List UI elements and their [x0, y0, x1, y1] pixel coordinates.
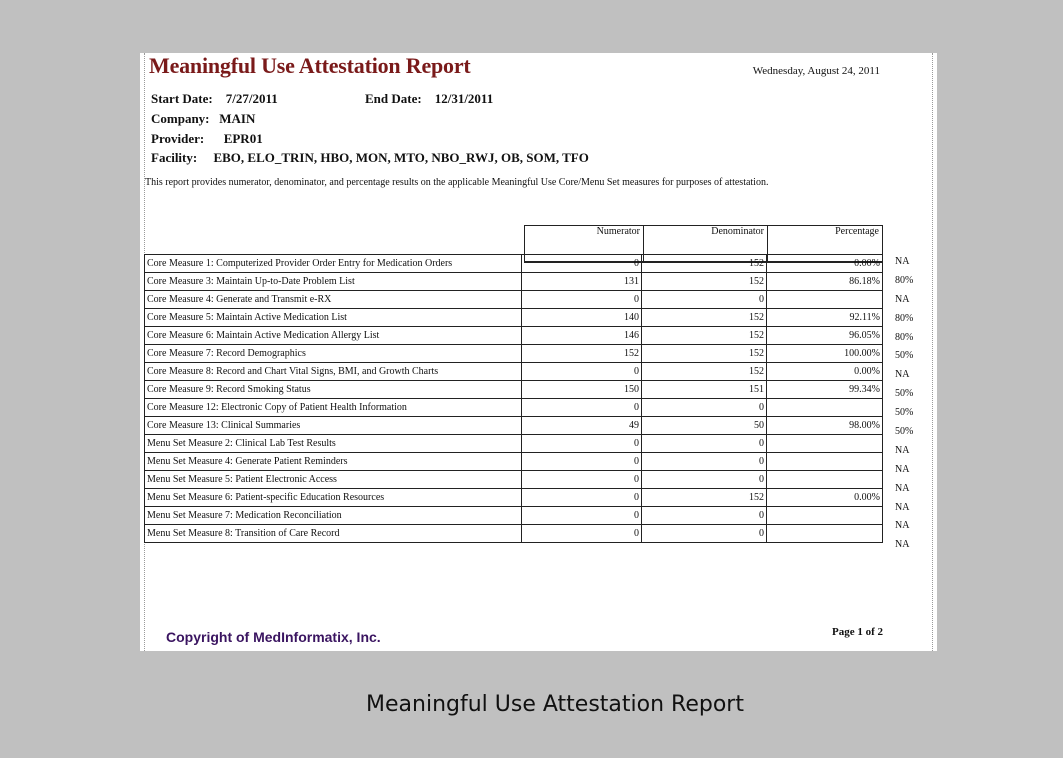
measure-cell: Menu Set Measure 5: Patient Electronic Access	[145, 471, 522, 489]
denominator-cell: 0	[642, 525, 767, 543]
table-row	[145, 507, 883, 525]
threshold-value: NA	[895, 482, 910, 494]
numerator-cell: 0	[522, 399, 642, 417]
threshold-value: NA	[895, 501, 910, 513]
measure-cell: Core Measure 12: Electronic Copy of Patient Health Information	[145, 399, 522, 417]
report-title: Meaningful Use Attestation Report	[149, 53, 471, 78]
header-numerator: Numerator	[525, 226, 644, 263]
percentage-cell	[767, 291, 883, 309]
numerator-cell: 0	[522, 489, 642, 507]
measures-table	[144, 254, 883, 543]
numerator-cell: 0	[522, 453, 642, 471]
denominator-cell: 50	[642, 417, 767, 435]
measure-cell: Menu Set Measure 6: Patient-specific Education Resources	[145, 489, 522, 507]
company-label: Company:	[151, 111, 210, 126]
company-value: MAIN	[219, 111, 256, 126]
start-date-value: 7/27/2011	[225, 91, 278, 106]
end-date-row	[365, 91, 493, 107]
facility-label: Facility:	[151, 150, 198, 165]
table-row	[145, 399, 883, 417]
percentage-cell	[767, 453, 883, 471]
company-row	[151, 111, 255, 127]
denominator-cell: 152	[642, 489, 767, 507]
copyright: Copyright of MedInformatix, Inc.	[166, 629, 381, 645]
table-row	[145, 435, 883, 453]
denominator-cell: 152	[642, 273, 767, 291]
percentage-cell: 0.00%	[767, 255, 883, 273]
denominator-cell: 152	[642, 327, 767, 345]
start-date-label: Start Date:	[151, 91, 213, 106]
end-date-label: End Date:	[365, 91, 422, 106]
measure-cell: Core Measure 8: Record and Chart Vital Signs, BMI, and Growth Charts	[145, 363, 522, 381]
table-row	[145, 363, 883, 381]
denominator-cell: 152	[642, 363, 767, 381]
percentage-cell	[767, 507, 883, 525]
threshold-value: 50%	[895, 388, 914, 400]
threshold-value: NA	[895, 520, 910, 532]
denominator-cell: 152	[642, 345, 767, 363]
numerator-cell: 150	[522, 381, 642, 399]
percentage-cell	[767, 471, 883, 489]
percentage-cell: 100.00%	[767, 345, 883, 363]
facility-value: EBO, ELO_TRIN, HBO, MON, MTO, NBO_RWJ, OB, SOM, TFO	[213, 150, 589, 165]
table-row	[145, 255, 883, 273]
header-denominator: Denominator	[644, 226, 768, 263]
measure-cell: Core Measure 9: Record Smoking Status	[145, 381, 522, 399]
threshold-value: 50%	[895, 426, 914, 438]
numerator-cell: 140	[522, 309, 642, 327]
numerator-cell: 0	[522, 435, 642, 453]
table-row	[145, 291, 883, 309]
percentage-cell: 99.34%	[767, 381, 883, 399]
numerator-cell: 131	[522, 273, 642, 291]
table-row	[145, 273, 883, 291]
table-row	[145, 327, 883, 345]
measure-cell: Core Measure 1: Computerized Provider Order Entry for Medication Orders	[145, 255, 522, 273]
numerator-cell: 146	[522, 327, 642, 345]
threshold-value: NA	[895, 293, 910, 305]
percentage-cell	[767, 399, 883, 417]
numerator-cell: 0	[522, 291, 642, 309]
percentage-cell: 98.00%	[767, 417, 883, 435]
measure-cell: Core Measure 5: Maintain Active Medication List	[145, 309, 522, 327]
denominator-cell: 0	[642, 399, 767, 417]
report-date: Wednesday, August 24, 2011	[752, 65, 880, 77]
threshold-value: NA	[895, 444, 910, 456]
threshold-column	[895, 254, 913, 556]
threshold-value: NA	[895, 256, 910, 267]
table-row	[145, 345, 883, 363]
denominator-cell: 0	[642, 291, 767, 309]
numerator-cell: 49	[522, 417, 642, 435]
numerator-cell: 152	[522, 345, 642, 363]
denominator-cell: 0	[642, 453, 767, 471]
facility-row	[151, 150, 589, 166]
table-row	[145, 309, 883, 327]
page-number: Page 1 of 2	[831, 626, 883, 638]
denominator-cell: 0	[642, 507, 767, 525]
report-description: This report provides numerator, denominator, and percentage results on the applicable Meaningful Use Core/Menu Set measures for purposes of attestation.	[145, 177, 769, 188]
provider-label: Provider:	[151, 131, 205, 146]
percentage-cell: 92.11%	[767, 309, 883, 327]
percentage-cell	[767, 525, 883, 543]
report-page	[140, 53, 937, 651]
numerator-cell: 0	[522, 507, 642, 525]
table-row	[145, 489, 883, 507]
table-row	[145, 417, 883, 435]
percentage-cell: 0.00%	[767, 489, 883, 507]
numerator-cell: 0	[522, 525, 642, 543]
denominator-cell: 152	[642, 309, 767, 327]
measure-cell: Menu Set Measure 7: Medication Reconciliation	[145, 507, 522, 525]
header-percentage: Percentage	[768, 226, 883, 263]
provider-value: EPR01	[223, 131, 263, 146]
end-date-value: 12/31/2011	[434, 91, 494, 106]
threshold-value: NA	[895, 369, 910, 381]
threshold-value: 80%	[895, 331, 914, 343]
table-row	[145, 525, 883, 543]
denominator-cell: 151	[642, 381, 767, 399]
threshold-value: 80%	[895, 274, 914, 286]
threshold-value: 80%	[895, 312, 914, 324]
numerator-cell: 0	[522, 255, 642, 273]
numerator-cell: 0	[522, 363, 642, 381]
measure-cell: Menu Set Measure 8: Transition of Care Record	[145, 525, 522, 543]
numerator-cell: 0	[522, 471, 642, 489]
right-margin-line	[932, 53, 933, 651]
measure-cell: Core Measure 6: Maintain Active Medication Allergy List	[145, 327, 522, 345]
percentage-cell: 86.18%	[767, 273, 883, 291]
measure-cell: Menu Set Measure 4: Generate Patient Reminders	[145, 453, 522, 471]
measure-cell: Core Measure 3: Maintain Up-to-Date Problem List	[145, 273, 522, 291]
table-row	[145, 471, 883, 489]
table-row	[145, 453, 883, 471]
denominator-cell: 0	[642, 471, 767, 489]
table-row	[145, 381, 883, 399]
measure-cell: Menu Set Measure 2: Clinical Lab Test Results	[145, 435, 522, 453]
measure-cell: Core Measure 13: Clinical Summaries	[145, 417, 522, 435]
percentage-cell: 96.05%	[767, 327, 883, 345]
caption: Meaningful Use Attestation Report	[366, 692, 744, 717]
percentage-cell	[767, 435, 883, 453]
threshold-value: 50%	[895, 350, 914, 362]
measure-cell: Core Measure 7: Record Demographics	[145, 345, 522, 363]
threshold-value: 50%	[895, 407, 914, 419]
denominator-cell: 152	[642, 255, 767, 273]
percentage-cell: 0.00%	[767, 363, 883, 381]
provider-row	[151, 131, 263, 147]
denominator-cell: 0	[642, 435, 767, 453]
threshold-value: NA	[895, 539, 910, 551]
threshold-value: NA	[895, 463, 910, 475]
start-date-row	[151, 91, 278, 107]
measure-cell: Core Measure 4: Generate and Transmit e-RX	[145, 291, 522, 309]
